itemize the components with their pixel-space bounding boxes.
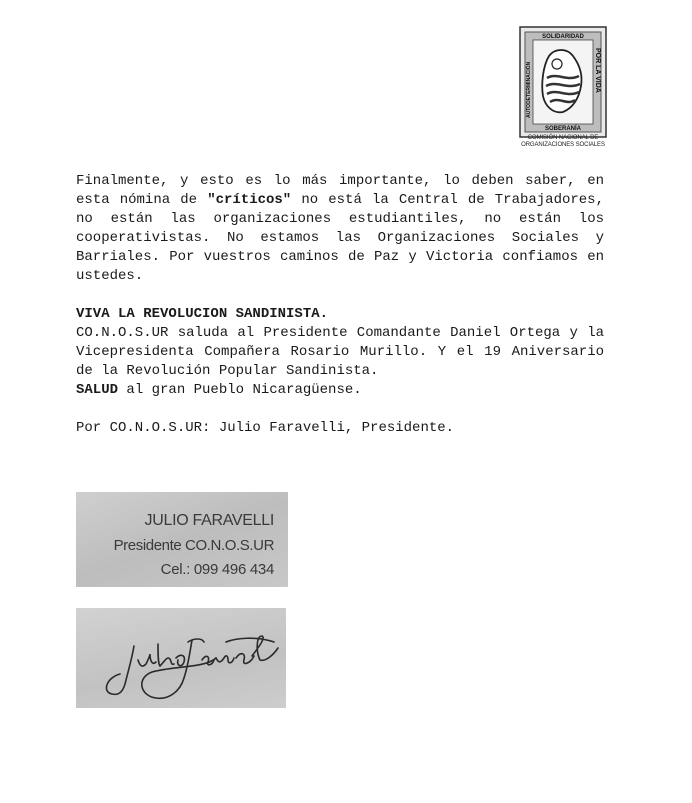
- stamp-name: JULIO FARAVELLI: [144, 512, 274, 529]
- salud-rest: al gran Pueblo Nicaragüense.: [118, 382, 362, 398]
- logo-left-text: AUTODETERMINACIÓN: [526, 61, 532, 118]
- logo-emblem-icon: [519, 26, 607, 138]
- heading-viva-text: VIVA LA REVOLUCION SANDINISTA.: [76, 306, 329, 322]
- heading-viva: [76, 305, 604, 324]
- paragraph-text-after: no está la Central de Trabajadores, no están las organizaciones estudiantiles, no están los cooperativistas. No estamos las Organizaciones Sociales y Barriales. Por vuestros caminos de Paz y Victoria confiamos en ustedes.: [76, 192, 604, 284]
- criticos-bold: "críticos": [207, 192, 292, 208]
- logo-top-text: SOLIDARIDAD: [542, 34, 584, 40]
- name-stamp: [76, 492, 288, 587]
- logo-caption-line1: COMISIÓN NACIONAL DE: [527, 135, 599, 141]
- logo-bottom-text: SOBERANÍA: [544, 126, 582, 132]
- letter-body: [76, 172, 604, 438]
- logo-caption-line2: ORGANIZACIONES SOCIALES: [521, 142, 605, 148]
- greeting-paragraph: CO.N.O.S.UR saluda al Presidente Comandante Daniel Ortega y la Vicepresidenta Compañera Rosario Murillo. Y el 19 Aniversario de la Revolución Popular Sandinista.: [76, 325, 604, 379]
- signature-line: Por CO.N.O.S.UR: Julio Faravelli, Presidente.: [76, 420, 455, 436]
- signature-icon: [76, 608, 286, 708]
- salud-bold: SALUD: [76, 382, 119, 398]
- stamp-title: Presidente CO.N.O.S.UR: [113, 537, 274, 554]
- stamp-phone: Cel.: 099 496 434: [160, 561, 274, 578]
- handwritten-signature: [76, 608, 286, 708]
- salud-line: [76, 381, 604, 400]
- paragraph-text-before: Finalmente, y esto es lo más importante, lo deben saber, en esta nómina de: [76, 173, 604, 208]
- logo-right-text: POR LA VIDA: [594, 48, 601, 93]
- signature-text: Julio Faravelli: [76, 608, 86, 609]
- closing-paragraph: [76, 172, 604, 286]
- logo-caption: [515, 135, 611, 149]
